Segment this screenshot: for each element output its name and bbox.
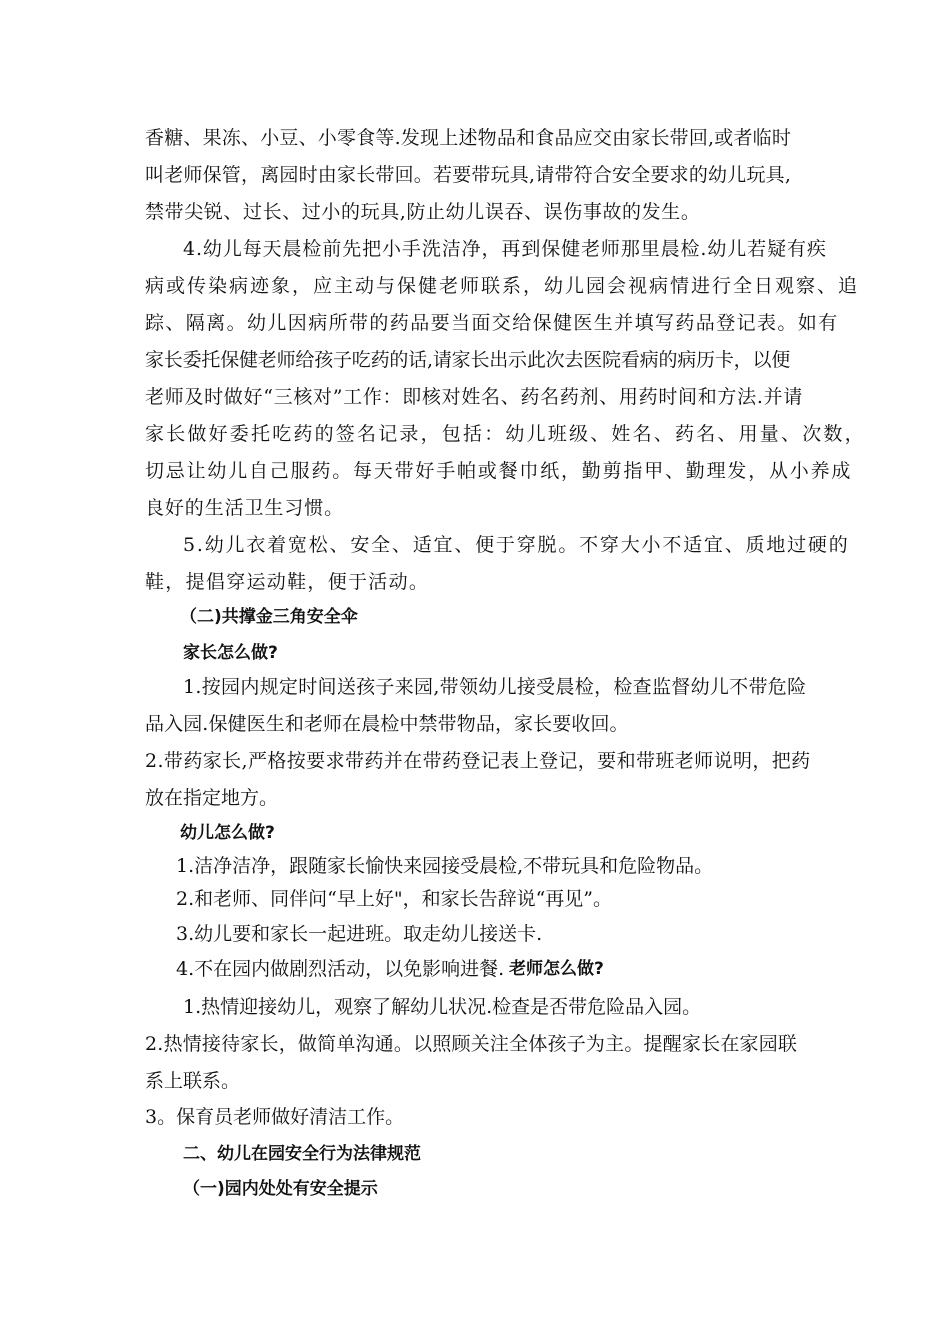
paragraph-line: 1.洁净洁净，跟随家长愉快来园接受晨检,不带玩具和危险物品。	[176, 855, 714, 877]
paragraph-line: 禁带尖锐、过长、过小的玩具,防止幼儿误吞、误伤事故的发生。	[145, 201, 701, 223]
subsection-heading: 家长怎么做?	[183, 643, 278, 663]
paragraph-line: 叫老师保管，离园时由家长带回。若要带玩具,请带符合安全要求的幼儿玩具,	[145, 164, 792, 186]
paragraph-line: 病或传染病迹象，应主动与保健老师联系，幼儿园会视病情进行全日观察、追	[145, 275, 860, 297]
paragraph-line: 家长委托保健老师给孩子吃药的话,请家长出示此次去医院看病的病历卡，以便	[145, 349, 791, 371]
paragraph-line: 良好的生活卫生习惯。	[145, 497, 345, 519]
paragraph-line: 3。保育员老师做好清洁工作。	[145, 1106, 405, 1128]
section-heading: （一)园内处处有安全提示	[183, 1179, 378, 1199]
chapter-heading: 二、幼儿在园安全行为法律规范	[183, 1144, 421, 1164]
paragraph-line: 家长做好委托吃药的签名记录，包括：幼儿班级、姓名、药名、用量、次数，	[145, 423, 866, 445]
section-heading: （二)共撑金三角安全伞	[180, 607, 358, 627]
paragraph-line: 品入园.保健医生和老师在晨检中禁带物品，家长要收回。	[145, 713, 629, 735]
paragraph-line: 2.热情接待家长，做简单沟通。以照顾关注全体孩子为主。提醒家长在家园联	[145, 1033, 798, 1055]
paragraph-line: 系上联系。	[145, 1070, 241, 1092]
paragraph-line: 4.不在园内做剧烈活动，以免影响进餐.	[176, 958, 505, 980]
paragraph-line: 1.按园内规定时间送孩子来园,带领幼儿接受晨检，检查监督幼儿不带危险	[183, 676, 807, 698]
paragraph-line: 4.幼儿每天晨检前先把小手洗洁净，再到保健老师那里晨检.幼儿若疑有疾	[183, 238, 827, 260]
subsection-heading: 幼儿怎么做?	[180, 823, 275, 843]
paragraph-line: 2.和老师、同伴问“早上好"，和家长告辞说“再见”。	[176, 888, 613, 910]
paragraph-line: 1.热情迎接幼儿，观察了解幼儿状况.检查是否带危险品入园。	[183, 996, 702, 1018]
paragraph-line: 5.幼儿衣着宽松、安全、适宜、便于穿脱。不穿大小不适宜、质地过硬的	[183, 534, 850, 556]
paragraph-line: 香糖、果冻、小豆、小零食等.发现上述物品和食品应交由家长带回,或者临时	[145, 127, 792, 149]
paragraph-line: 切忌让幼儿自己服药。每天带好手帕或餐巾纸，勤剪指甲、勤理发，从小养成	[145, 460, 853, 482]
paragraph-line: 2.带药家长,严格按要求带药并在带药登记表上登记，要和带班老师说明，把药	[145, 750, 811, 772]
paragraph-line: 老师及时做好“三核对”工作：即核对姓名、药名药剂、用药时间和方法.并请	[145, 386, 803, 408]
paragraph-line: 踪、隔离。幼儿因病所带的药品要当面交给保健医生并填写药品登记表。如有	[145, 312, 839, 334]
paragraph-line: 鞋，提倡穿运动鞋，便于活动。	[145, 571, 430, 593]
paragraph-line: 3.幼儿要和家长一起进班。取走幼儿接送卡.	[176, 923, 543, 945]
subsection-heading: 老师怎么做?	[509, 959, 604, 979]
paragraph-line: 放在指定地方。	[145, 787, 279, 809]
